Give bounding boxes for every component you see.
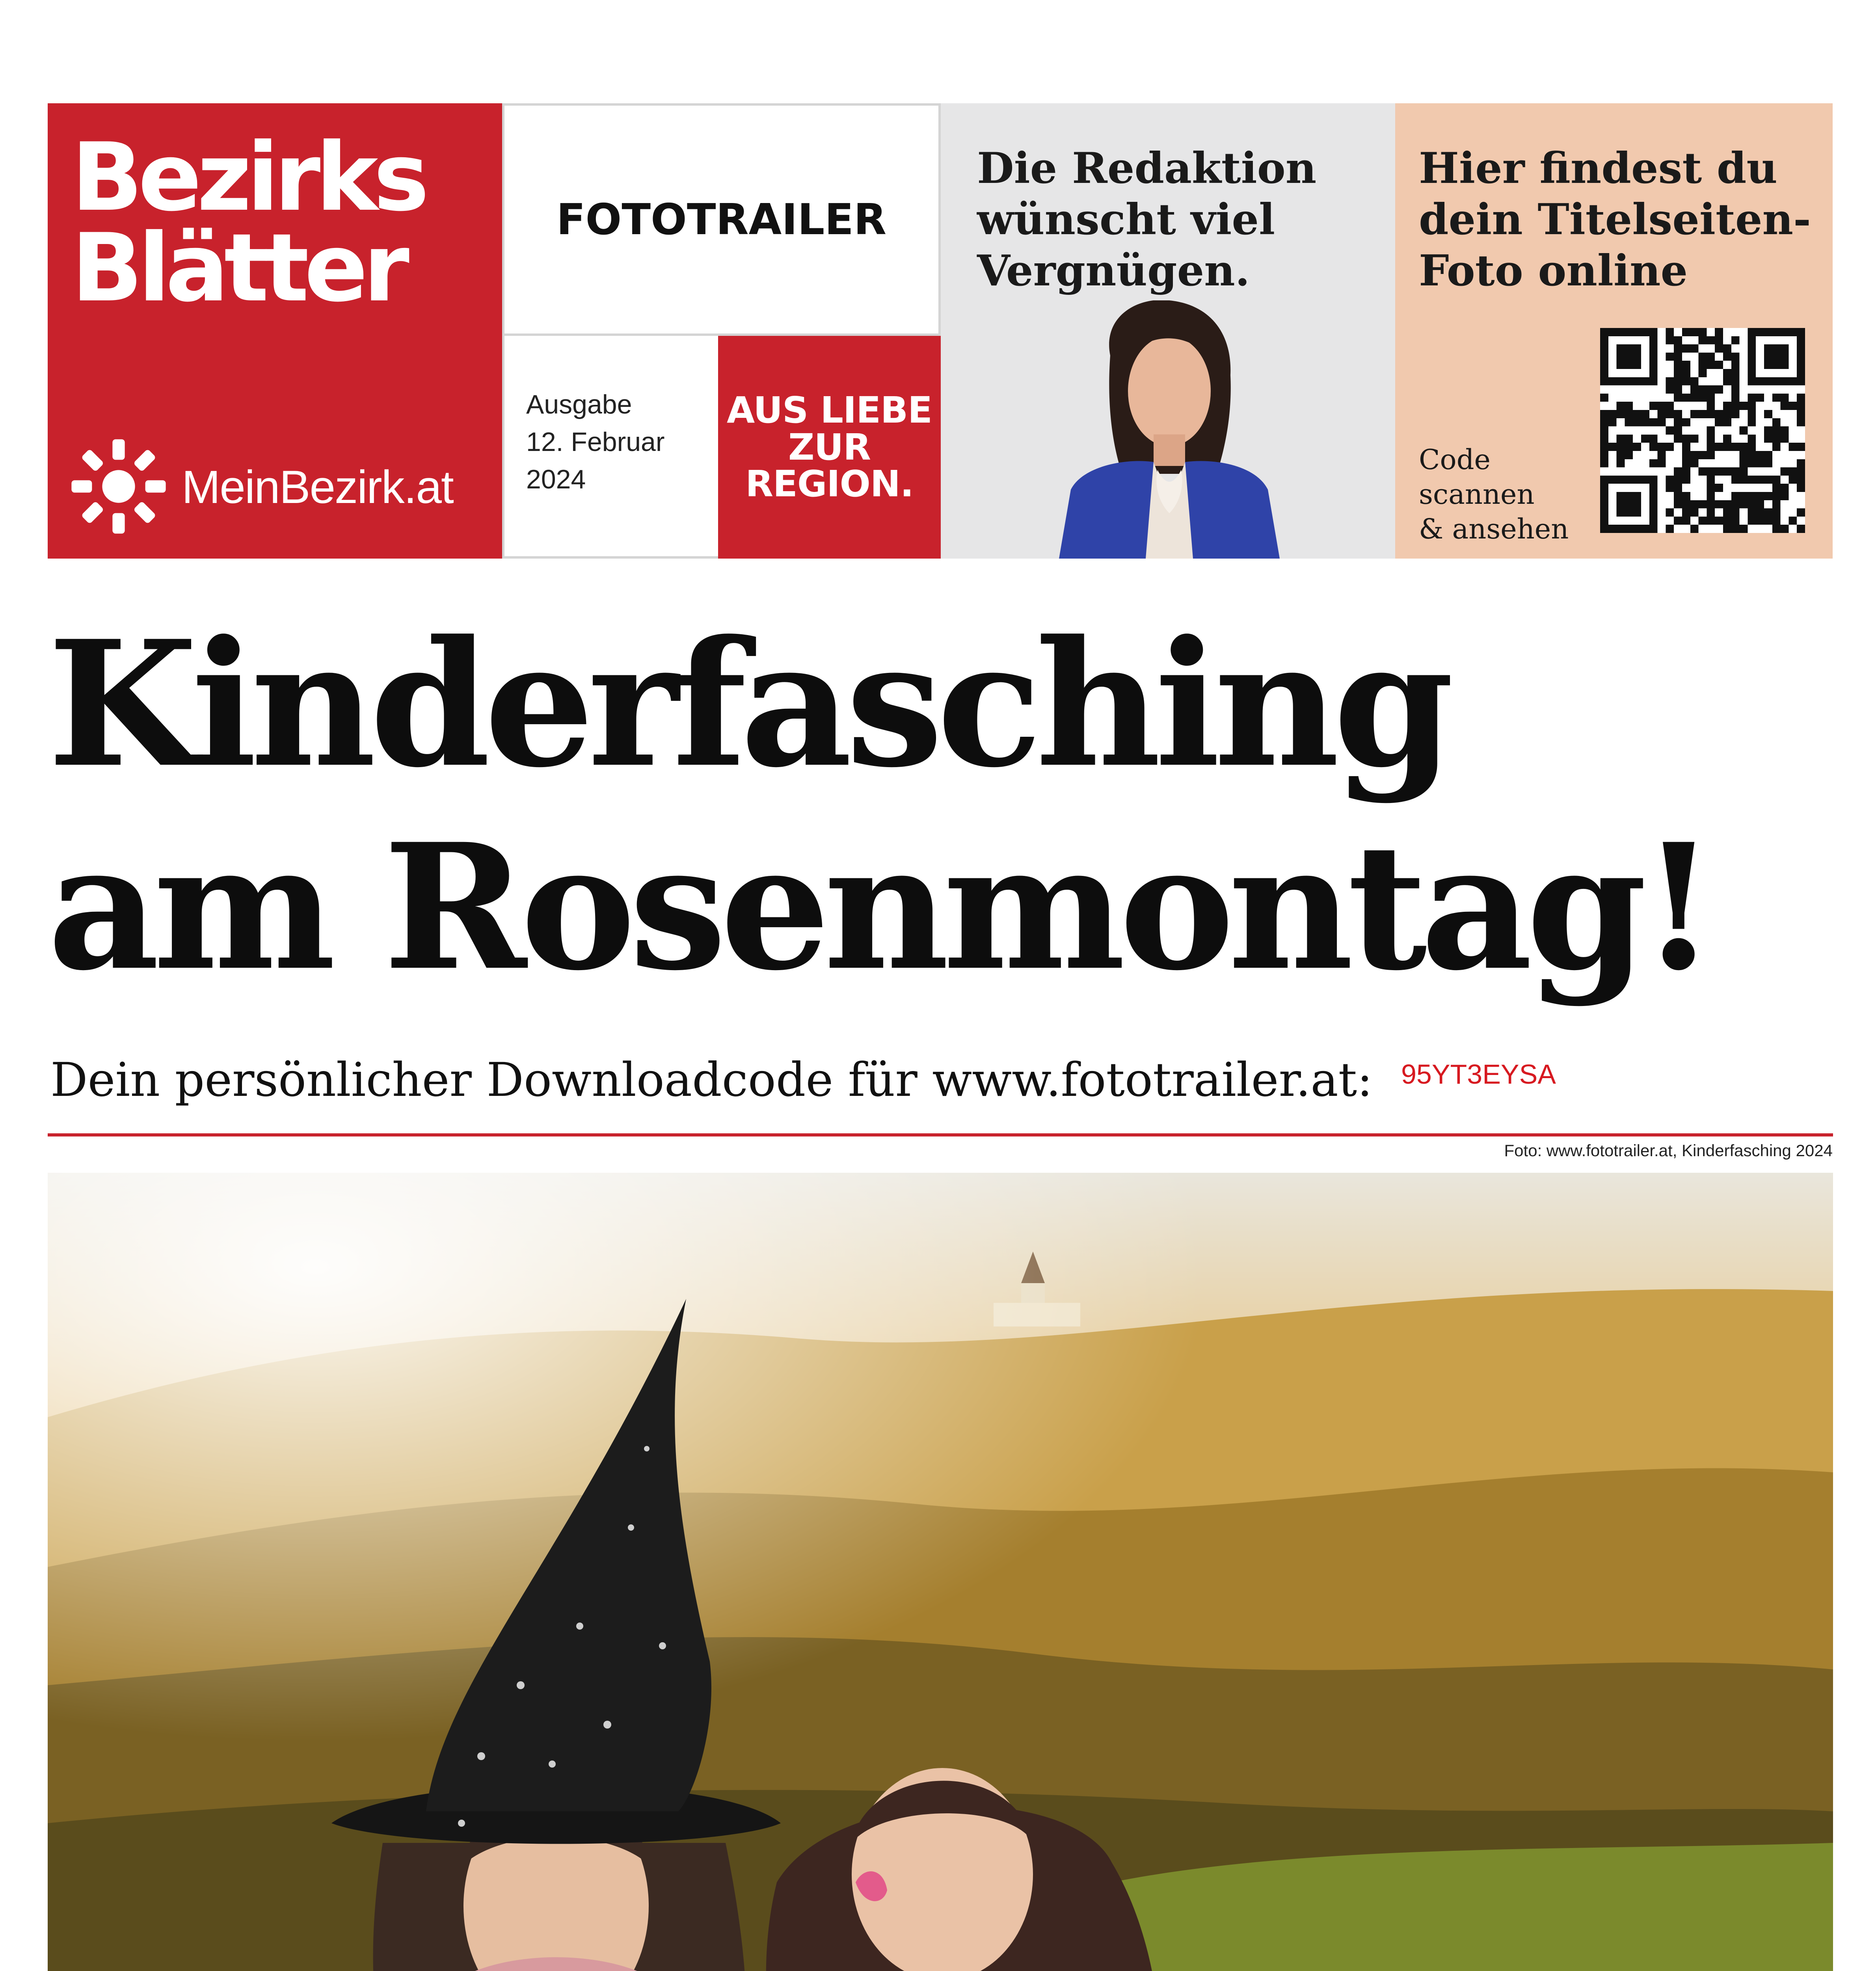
online-note [1419,143,1811,296]
scan-line: & ansehen [1419,513,1569,545]
section-label-box [502,103,941,336]
meinbezirk-link[interactable]: MeinBezirk.at [182,461,453,513]
online-line: Foto online [1419,246,1688,296]
scan-line: scannen [1419,478,1535,510]
scan-note [1419,442,1569,546]
issue-date: 12. Februar [526,427,665,457]
slogan-line: AUS LIEBE [726,389,932,431]
slogan-box [718,336,941,559]
main-photo[interactable] [48,1173,1833,1971]
download-label: Dein persönlicher Downloadcode für www.fototrailer.at: [50,1053,1373,1107]
qr-code-icon[interactable] [1600,328,1805,533]
editor-portrait [941,300,1395,559]
editorial-line: wünscht viel [977,195,1275,244]
slogan-line: REGION. [745,463,914,505]
online-line: Hier findest du [1419,143,1777,193]
issue-label: Ausgabe [526,389,632,419]
headline-line1: Kinderfasching [48,603,1448,806]
sun-logo-icon [67,435,170,538]
logo-text-line1: Bezirks [71,123,425,232]
download-code[interactable]: 95YT3EYSA [1401,1059,1556,1090]
online-line: dein Titelseiten- [1419,195,1811,244]
section-label: FOTOTRAILER [556,195,887,244]
bezirksblaetter-logo[interactable] [48,103,502,559]
issue-year: 2024 [526,464,586,494]
editorial-box [941,103,1395,559]
logo-text-line2: Blätter [71,214,405,323]
photo-credit: Foto: www.fototrailer.at, Kinderfasching 2024 [1504,1141,1833,1160]
editorial-line: Vergnügen. [977,246,1250,296]
editorial-line: Die Redaktion [977,143,1317,193]
editorial-note [977,143,1316,296]
issue-info [502,336,718,559]
headline-line2: am Rosenmontag! [48,806,1710,1009]
divider [48,1133,1833,1136]
scan-line: Code [1419,443,1491,476]
page-title [48,603,1837,1009]
slogan-line: ZUR [788,426,871,468]
online-photo-box [1395,103,1833,559]
